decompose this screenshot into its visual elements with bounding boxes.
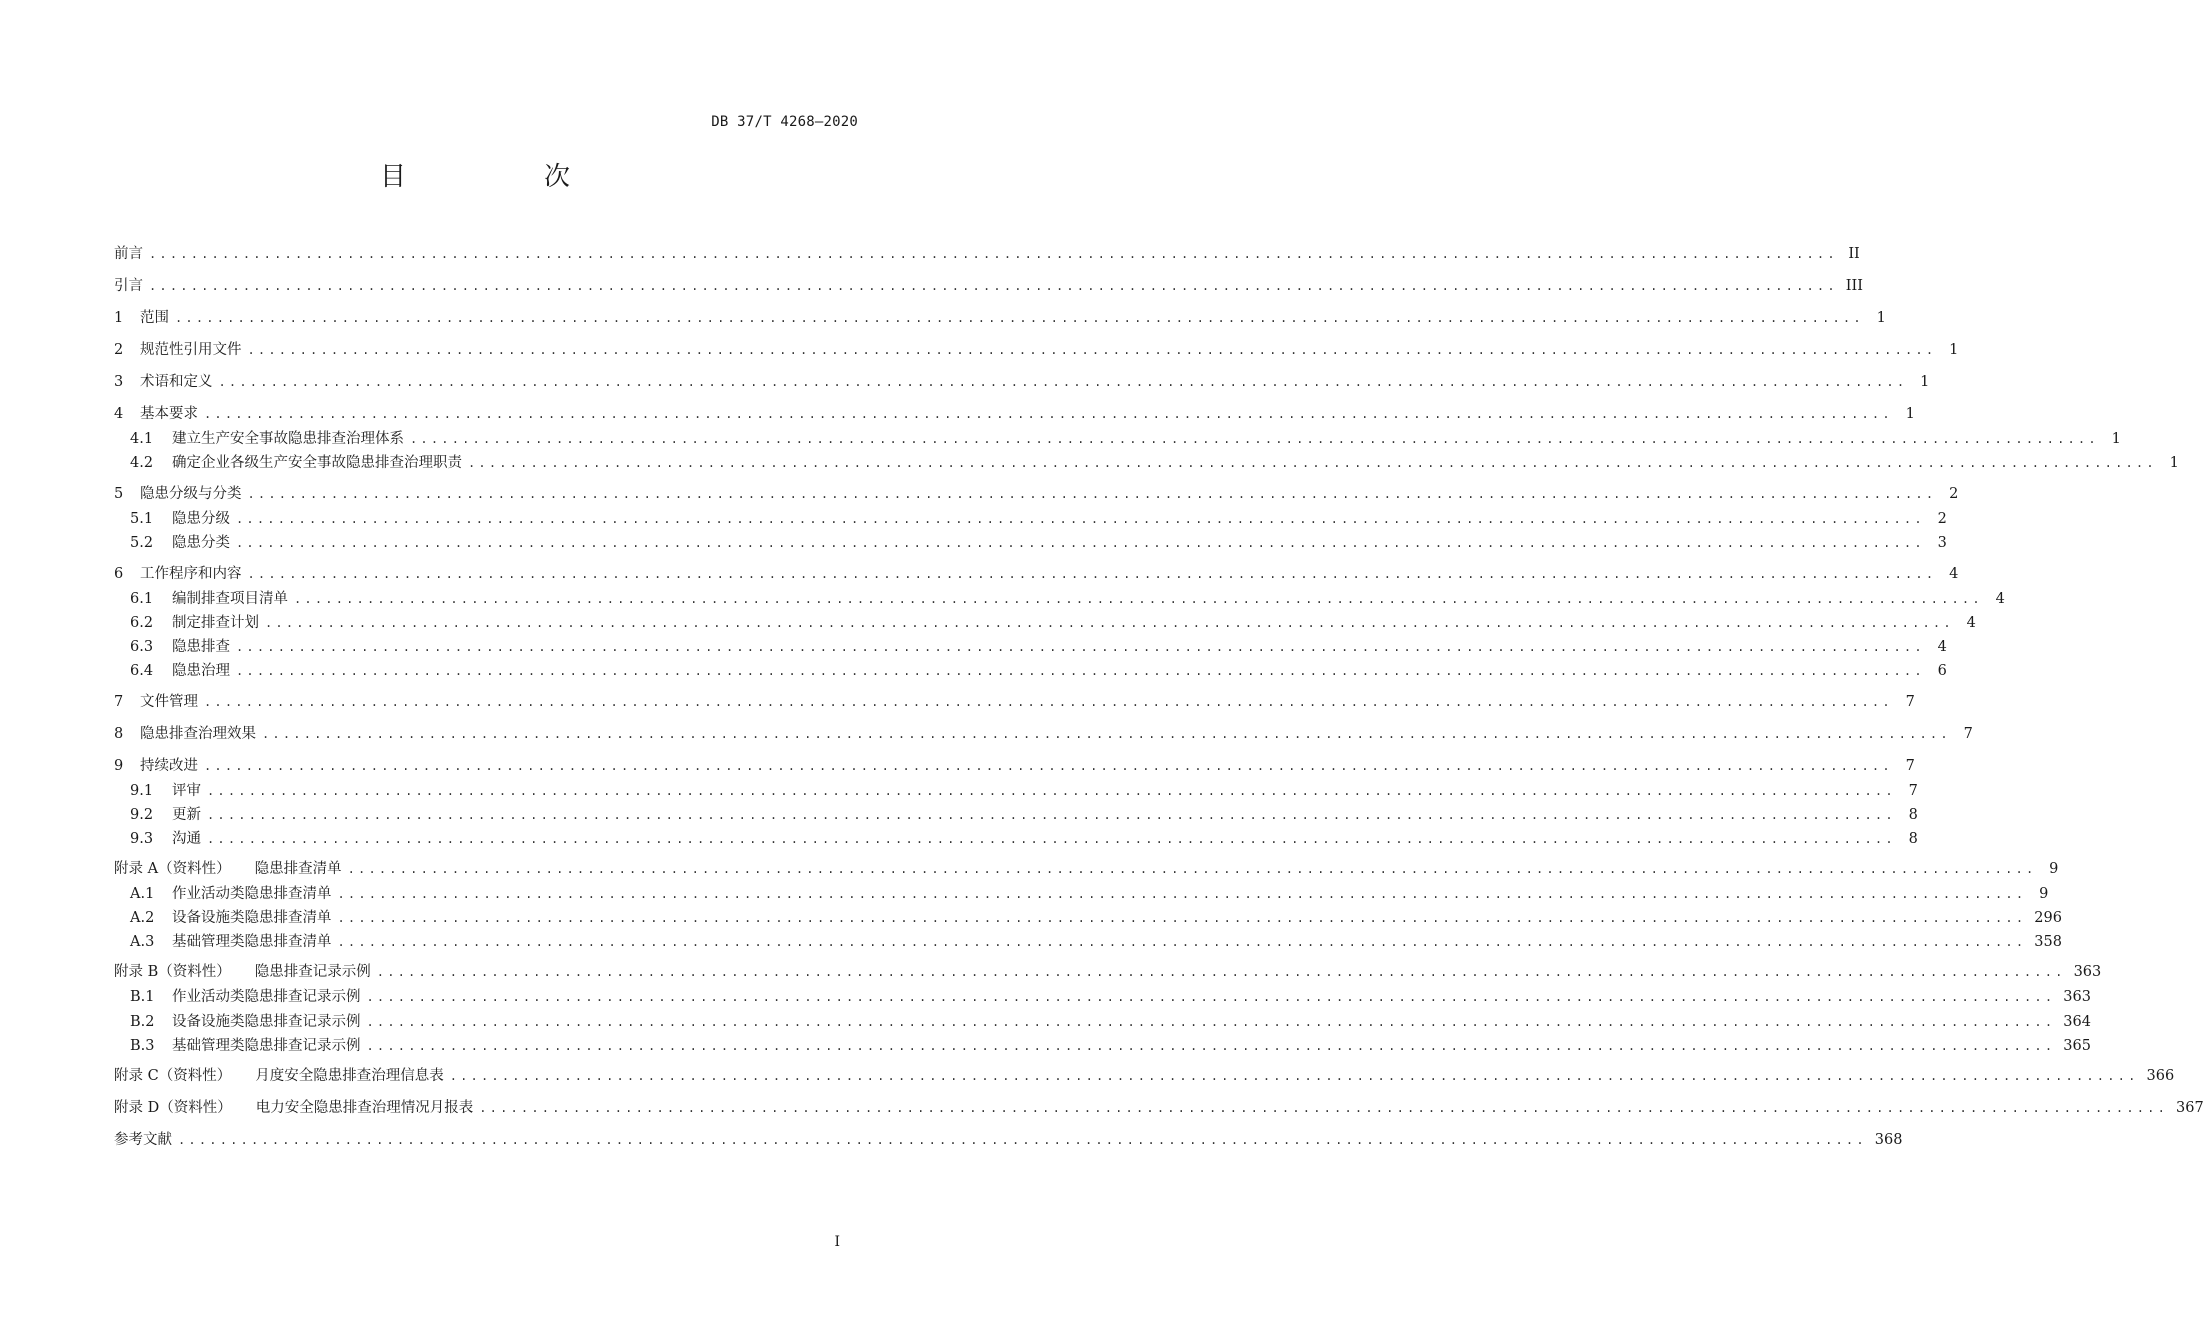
- toc-entry-page: 8: [1908, 831, 1918, 847]
- toc-leader-dots: ..................................................................................................................................................................: [236, 640, 1925, 654]
- toc-entry-number: 6.1: [130, 591, 154, 607]
- page-number: I: [834, 1234, 840, 1250]
- toc-leader-dots: ..................................................................................................................................................................: [149, 247, 1838, 261]
- toc-entry-page: 363: [2073, 964, 2102, 980]
- toc-entry-page: 1: [2169, 455, 2179, 471]
- toc-entry-title: 基本要求: [140, 406, 198, 422]
- toc-entry[interactable]: [114, 1036, 2091, 1056]
- toc-entry-page: 368: [1874, 1132, 1903, 1148]
- toc-leader-dots: ..................................................................................................................................................................: [236, 536, 1925, 550]
- toc-leader-dots: ..................................................................................................................................................................: [376, 965, 2066, 979]
- toc-entry-page: 358: [2034, 934, 2062, 950]
- toc-entry-page: 7: [1905, 694, 1915, 710]
- toc-entry-title: 隐患分级: [172, 511, 230, 527]
- toc-entry-title: 术语和定义: [140, 374, 213, 390]
- toc-leader-dots: ..................................................................................................................................................................: [366, 990, 2056, 1004]
- toc-entry-number: 4: [114, 406, 124, 422]
- toc-entry-title: 参考文献: [114, 1132, 172, 1148]
- toc-leader-dots: ..................................................................................................................................................................: [236, 512, 1925, 526]
- toc-entry[interactable]: [114, 637, 1947, 657]
- toc-leader-dots: ..................................................................................................................................................................: [337, 887, 2027, 901]
- toc-entry-title: 范围: [140, 310, 169, 326]
- toc-leader-dots: ..................................................................................................................................................................: [410, 432, 2099, 446]
- toc-entry-prefix: 附录 A（资料性）: [114, 861, 231, 877]
- toc-leader-dots: ..................................................................................................................................................................: [218, 375, 1908, 389]
- toc-entry-title: 设备设施类隐患排查清单: [172, 910, 332, 926]
- toc-entry-page: 8: [1908, 807, 1918, 823]
- toc-leader-dots: ..................................................................................................................................................................: [479, 1101, 2169, 1115]
- toc-leader-dots: ..................................................................................................................................................................: [265, 616, 1954, 630]
- toc-entry[interactable]: [114, 308, 1886, 328]
- toc-entry-title: 编制排查项目清单: [172, 591, 288, 607]
- toc-leader-dots: ..................................................................................................................................................................: [204, 759, 1893, 773]
- toc-entry-title: 隐患排查: [172, 639, 230, 655]
- toc-entry-number: 5: [114, 486, 124, 502]
- toc-entry[interactable]: [114, 962, 2102, 982]
- toc-entry-page: 3: [1937, 535, 1947, 551]
- toc-entry-title: 工作程序和内容: [140, 566, 242, 582]
- toc-entry-title: 评审: [172, 783, 201, 799]
- toc-entry[interactable]: [114, 692, 1915, 712]
- toc-entry-page: 4: [1995, 591, 2005, 607]
- toc-entry-title: 隐患排查记录示例: [254, 964, 371, 980]
- toc-entry-page: 9: [2049, 861, 2059, 877]
- toc-entry-page: 296: [2034, 910, 2062, 926]
- toc-entry-number: 6: [114, 566, 124, 582]
- toc-entry[interactable]: [114, 661, 1947, 681]
- toc-entry-number: B.2: [130, 1014, 155, 1030]
- toc-entry-title: 沟通: [172, 831, 201, 847]
- toc-entry-page: 1: [1876, 310, 1886, 326]
- toc-entry-title: 隐患治理: [172, 663, 230, 679]
- toc-leader-dots: ..................................................................................................................................................................: [449, 1069, 2139, 1083]
- toc-entry[interactable]: [114, 1130, 1903, 1150]
- toc-entry-title: 隐患分级与分类: [140, 486, 242, 502]
- toc-entry-title: 基础管理类隐患排查记录示例: [172, 1038, 361, 1054]
- toc-entry-title: 隐患分类: [172, 535, 230, 551]
- toc-entry[interactable]: [114, 340, 1959, 360]
- standard-code: DB 37/T 4268—2020: [711, 114, 858, 130]
- toc-entry[interactable]: [114, 404, 1915, 424]
- toc-leader-dots: ..................................................................................................................................................................: [366, 1039, 2056, 1053]
- toc-leader-dots: ..................................................................................................................................................................: [247, 487, 1937, 501]
- toc-entry-title: 制定排查计划: [172, 615, 259, 631]
- toc-entry-number: 6.3: [130, 639, 154, 655]
- toc-entry[interactable]: [114, 805, 1918, 825]
- toc-entry-number: 1: [114, 310, 124, 326]
- toc-leader-dots: ..................................................................................................................................................................: [207, 832, 1896, 846]
- toc-entry-number: 9: [114, 758, 124, 774]
- toc-entry-page: 4: [1949, 566, 1959, 582]
- toc-leader-dots: ..................................................................................................................................................................: [149, 279, 1838, 293]
- toc-entry-page: 4: [1937, 639, 1947, 655]
- toc-entry-page: 4: [1966, 615, 1976, 631]
- toc-entry-number: B.3: [130, 1038, 155, 1054]
- toc-entry-page: 6: [1937, 663, 1947, 679]
- toc-entry-page: 7: [1905, 758, 1915, 774]
- toc-leader-dots: ..................................................................................................................................................................: [262, 727, 1951, 741]
- toc-entry-number: A.1: [130, 886, 155, 902]
- toc-entry-title: 隐患排查治理效果: [140, 726, 256, 742]
- table-of-contents: [114, 244, 2204, 1154]
- toc-entry-page: II: [1848, 246, 1860, 262]
- toc-entry-number: 9.2: [130, 807, 154, 823]
- toc-entry-page: 1: [1920, 374, 1930, 390]
- toc-entry[interactable]: [114, 509, 1947, 529]
- toc-entry[interactable]: [114, 276, 1863, 296]
- toc-entry-title: 持续改进: [140, 758, 198, 774]
- toc-entry-page: 367: [2176, 1100, 2204, 1116]
- toc-entry-title: 规范性引用文件: [140, 342, 242, 358]
- toc-entry[interactable]: [114, 1098, 2204, 1118]
- toc-entry[interactable]: [114, 372, 1930, 392]
- toc-leader-dots: ..................................................................................................................................................................: [347, 862, 2037, 876]
- toc-entry-title: 建立生产安全事故隐患排查治理体系: [172, 431, 404, 447]
- toc-entry-title: 确定企业各级生产安全事故隐患排查治理职责: [172, 455, 462, 471]
- toc-entry-number: 4.2: [130, 455, 154, 471]
- toc-entry[interactable]: [114, 1012, 2091, 1032]
- toc-entry-number: 3: [114, 374, 124, 390]
- toc-entry-page: 2: [1949, 486, 1959, 502]
- toc-entry[interactable]: [114, 932, 2062, 952]
- toc-leader-dots: ..................................................................................................................................................................: [236, 664, 1925, 678]
- toc-entry[interactable]: [114, 859, 2059, 879]
- toc-leader-dots: ..................................................................................................................................................................: [204, 695, 1893, 709]
- toc-entry[interactable]: [114, 453, 2179, 473]
- toc-entry-title: 电力安全隐患排查治理情况月报表: [255, 1100, 474, 1116]
- toc-entry-page: 1: [1949, 342, 1959, 358]
- toc-leader-dots: ..................................................................................................................................................................: [337, 911, 2027, 925]
- toc-entry[interactable]: [114, 429, 2121, 449]
- toc-entry-page: 9: [2039, 886, 2049, 902]
- toc-entry[interactable]: [114, 724, 1973, 744]
- toc-leader-dots: ..................................................................................................................................................................: [247, 567, 1937, 581]
- toc-entry-prefix: 附录 C（资料性）: [114, 1068, 232, 1084]
- toc-entry-page: III: [1845, 278, 1863, 294]
- toc-entry-title: 引言: [114, 278, 143, 294]
- toc-entry-number: 6.2: [130, 615, 154, 631]
- toc-entry[interactable]: [114, 781, 1918, 801]
- toc-entry-number: 5.2: [130, 535, 154, 551]
- toc-entry[interactable]: [114, 987, 2091, 1007]
- toc-entry-number: 4.1: [130, 431, 154, 447]
- toc-entry-title: 文件管理: [140, 694, 198, 710]
- toc-entry-number: A.2: [130, 910, 155, 926]
- toc-leader-dots: ..................................................................................................................................................................: [204, 407, 1893, 421]
- toc-entry-number: 2: [114, 342, 124, 358]
- toc-entry[interactable]: [114, 884, 2049, 904]
- toc-entry-title: 更新: [172, 807, 201, 823]
- toc-entry-title: 作业活动类隐患排查清单: [172, 886, 332, 902]
- toc-leader-dots: ..................................................................................................................................................................: [468, 456, 2157, 470]
- toc-entry-page: 366: [2146, 1068, 2175, 1084]
- toc-entry-prefix: 附录 B（资料性）: [114, 964, 231, 980]
- toc-entry-page: 364: [2063, 1014, 2091, 1030]
- toc-entry-prefix: 附录 D（资料性）: [114, 1100, 232, 1116]
- toc-entry-number: 8: [114, 726, 124, 742]
- toc-leader-dots: ..................................................................................................................................................................: [337, 935, 2027, 949]
- toc-entry-page: 7: [1963, 726, 1973, 742]
- toc-entry-page: 363: [2063, 989, 2091, 1005]
- toc-entry-page: 7: [1908, 783, 1918, 799]
- toc-leader-dots: ..................................................................................................................................................................: [247, 343, 1937, 357]
- toc-entry-number: 5.1: [130, 511, 154, 527]
- toc-entry[interactable]: [114, 244, 1860, 264]
- toc-entry[interactable]: [114, 756, 1915, 776]
- toc-leader-dots: ..................................................................................................................................................................: [366, 1015, 2056, 1029]
- toc-entry-page: 365: [2063, 1038, 2091, 1054]
- toc-leader-dots: ..................................................................................................................................................................: [207, 808, 1896, 822]
- toc-entry-page: 1: [2111, 431, 2121, 447]
- toc-entry-title: 前言: [114, 246, 143, 262]
- toc-entry-page: 1: [1905, 406, 1915, 422]
- toc-entry-number: 9.1: [130, 783, 154, 799]
- toc-entry-page: 2: [1937, 511, 1947, 527]
- toc-entry[interactable]: [114, 1066, 2175, 1086]
- toc-leader-dots: ..................................................................................................................................................................: [178, 1133, 1867, 1147]
- toc-entry-number: 6.4: [130, 663, 154, 679]
- toc-leader-dots: ..................................................................................................................................................................: [175, 311, 1864, 325]
- toc-entry[interactable]: [114, 589, 2005, 609]
- toc-entry-title: 作业活动类隐患排查记录示例: [172, 989, 361, 1005]
- toc-leader-dots: ..................................................................................................................................................................: [294, 592, 1983, 606]
- toc-leader-dots: ..................................................................................................................................................................: [207, 784, 1896, 798]
- toc-entry-number: 9.3: [130, 831, 154, 847]
- toc-entry-number: B.1: [130, 989, 155, 1005]
- toc-entry[interactable]: [114, 908, 2062, 928]
- toc-entry[interactable]: [114, 613, 1976, 633]
- toc-entry[interactable]: [114, 484, 1959, 504]
- toc-entry-title: 设备设施类隐患排查记录示例: [172, 1014, 361, 1030]
- page-title: 目 次: [379, 162, 626, 192]
- toc-entry[interactable]: [114, 829, 1918, 849]
- toc-entry-title: 隐患排查清单: [254, 861, 342, 877]
- toc-entry-number: 7: [114, 694, 124, 710]
- toc-entry-title: 月度安全隐患排查治理信息表: [255, 1068, 444, 1084]
- toc-entry-number: A.3: [130, 934, 155, 950]
- toc-entry[interactable]: [114, 533, 1947, 553]
- toc-entry[interactable]: [114, 564, 1959, 584]
- toc-entry-title: 基础管理类隐患排查清单: [172, 934, 332, 950]
